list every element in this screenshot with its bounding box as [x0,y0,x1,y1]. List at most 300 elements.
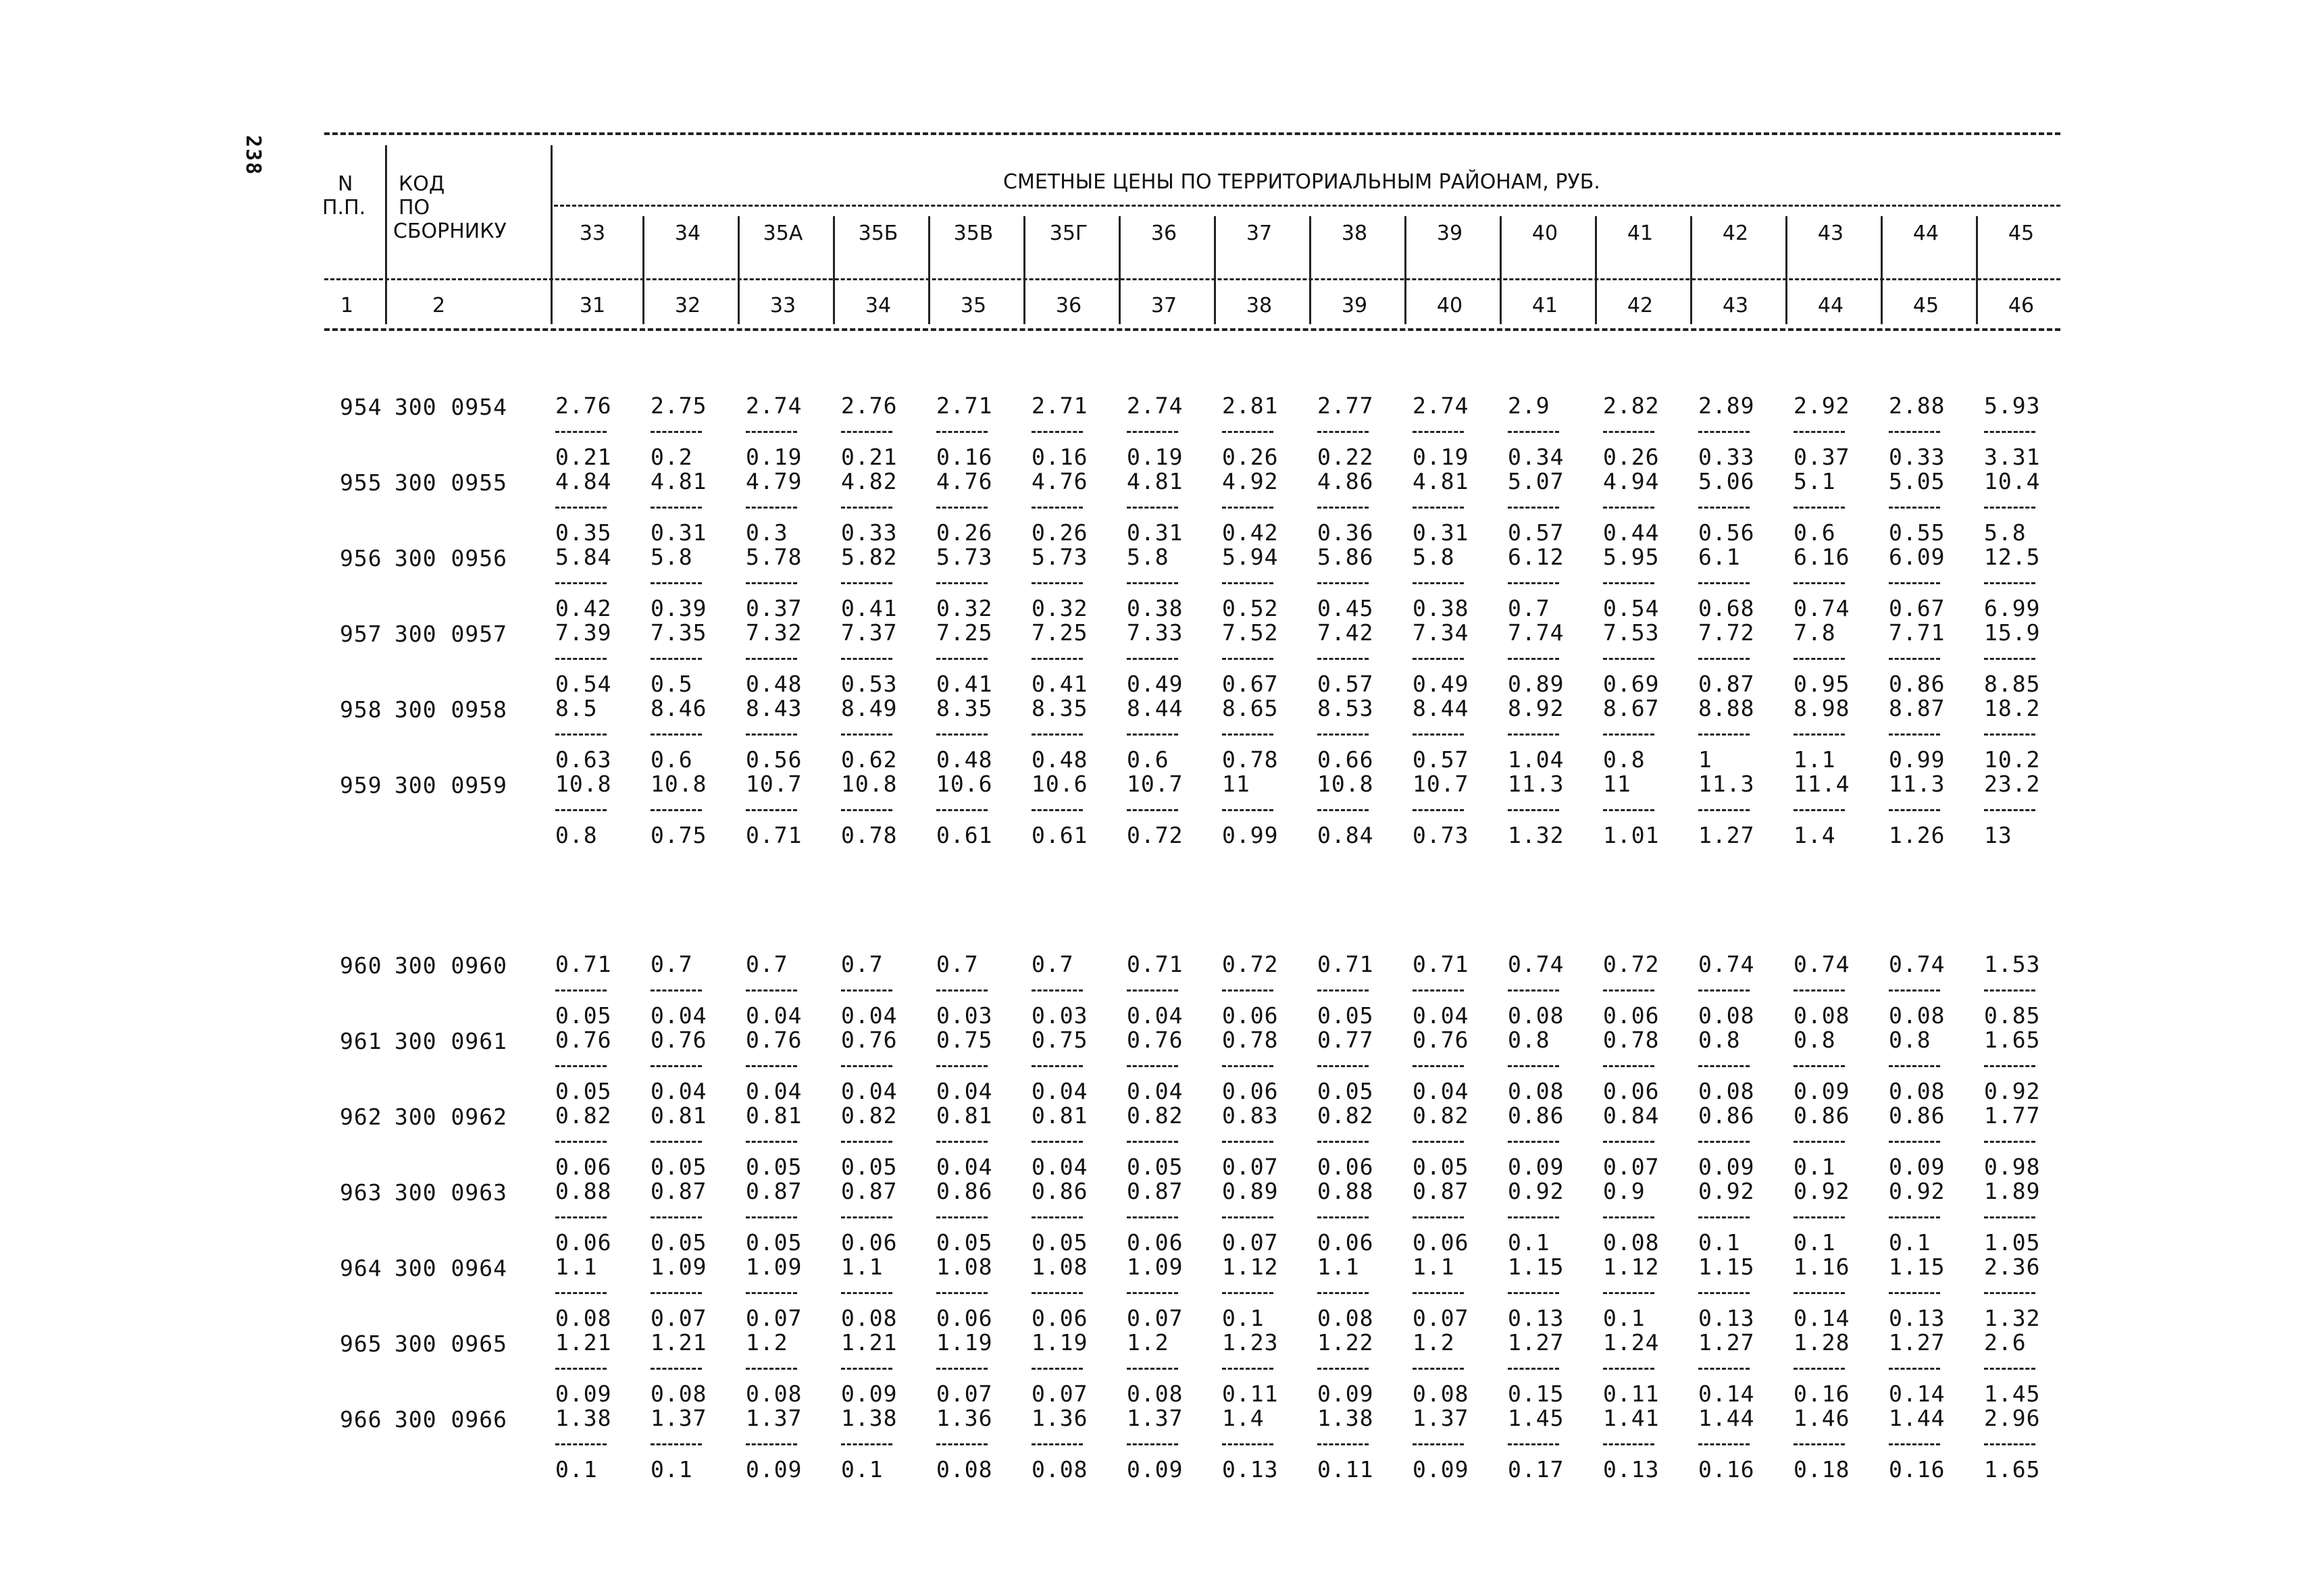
numerator-value: 11.3 [1508,771,1565,797]
denominator-value: 0.1 [841,1456,884,1483]
denominator-value: 0.62 [841,746,898,773]
numerator-value: 0.81 [746,1102,803,1129]
numerator-value: 6.16 [1794,544,1850,570]
district-header-0: 33 [579,222,606,245]
fraction-line [936,431,988,433]
fraction-line [1317,1216,1369,1218]
numerator-value: 5.8 [1127,544,1169,570]
fraction-line [1508,809,1559,811]
district-header-14: 44 [1912,222,1939,245]
fraction-line [1508,1141,1559,1143]
denominator-value: 0.57 [1508,519,1565,546]
row-code: 300 0957 [395,621,507,647]
fraction-line [1698,431,1750,433]
district-header-3: 35Б [858,222,898,245]
fraction-line [841,1141,892,1143]
numerator-value: 4.92 [1222,468,1279,494]
fraction-line [1508,1065,1559,1067]
fraction-line [936,582,988,584]
denominator-value: 0.38 [1127,595,1184,621]
numerator-value: 0.8 [1794,1027,1836,1053]
numerator-value: 0.7 [841,951,884,977]
row-number: 962 [340,1104,382,1130]
numerator-value: 4.81 [1413,468,1469,494]
header-title-rule [554,205,2060,207]
fraction-line [1413,1292,1464,1294]
fraction-line [1413,1141,1464,1143]
denominator-value: 0.31 [1413,519,1469,546]
numerator-value: 5.82 [841,544,898,570]
row-code: 300 0964 [395,1255,507,1281]
fraction-line [1317,989,1369,992]
denominator-value: 0.06 [1603,1002,1660,1029]
numerator-value: 10.6 [1032,771,1088,797]
header-kod: КОД [399,172,445,196]
fraction-line [746,809,797,811]
fraction-line [1603,507,1654,509]
fraction-line [1222,1292,1273,1294]
numerator-value: 0.7 [936,951,979,977]
denominator-value: 0.21 [841,444,898,470]
numerator-value: 0.76 [651,1027,707,1053]
fraction-line [1984,809,2035,811]
denominator-value: 0.07 [1603,1154,1660,1180]
denominator-value: 0.37 [1794,444,1850,470]
denominator-value: 0.11 [1603,1381,1660,1407]
numerator-value: 8.65 [1222,695,1279,721]
denominator-value: 0.08 [1889,1002,1946,1029]
denominator-value: 0.08 [1508,1002,1565,1029]
denominator-value: 0.14 [1698,1381,1755,1407]
denominator-value: 0.06 [1127,1229,1184,1256]
denominator-value: 0.32 [936,595,993,621]
fraction-line [841,809,892,811]
numerator-value: 8.87 [1889,695,1946,721]
fraction-line [1032,431,1083,433]
page-number: 238 [241,135,265,176]
row-code: 300 0960 [395,952,507,979]
denominator-value: 0.56 [746,746,803,773]
fraction-line [555,809,607,811]
fraction-line [1889,1292,1940,1294]
numerator-value: 2.71 [1032,392,1088,419]
fraction-line [1603,809,1654,811]
district-header-13: 43 [1817,222,1844,245]
fraction-line [1794,431,1845,433]
fraction-line [1984,1443,2035,1445]
denominator-value: 0.78 [841,822,898,848]
numerator-value: 2.76 [555,392,612,419]
fraction-line [841,431,892,433]
numerator-value: 10.7 [1413,771,1469,797]
denominator-value: 0.54 [1603,595,1660,621]
fraction-line [1222,989,1273,992]
fraction-line [1413,582,1464,584]
denominator-value: 0.48 [936,746,993,773]
numerator-value: 1.24 [1603,1329,1660,1356]
district-sep-12 [1690,216,1692,324]
fraction-line [746,733,797,736]
row-code: 300 0954 [395,394,507,420]
denominator-value: 0.57 [1317,671,1374,697]
denominator-value: 0.14 [1794,1305,1850,1331]
numerator-value: 0.81 [1032,1102,1088,1129]
fraction-line [1127,733,1178,736]
numerator-value: 0.86 [1794,1102,1850,1129]
fraction-line [1889,989,1940,992]
denominator-value: 0.13 [1222,1456,1279,1483]
denominator-value: 0.22 [1317,444,1374,470]
fraction-line [1032,1368,1083,1370]
numerator-value: 5.07 [1508,468,1565,494]
denominator-value: 0.07 [936,1381,993,1407]
fraction-line [1698,1292,1750,1294]
denominator-value: 0.05 [1317,1078,1374,1104]
denominator-value: 0.33 [841,519,898,546]
numerator-value: 1.19 [1032,1329,1088,1356]
denominator-value: 0.05 [746,1229,803,1256]
denominator-value: 0.98 [1984,1154,2041,1180]
district-sep-2 [738,216,740,324]
numerator-value: 1.36 [936,1405,993,1431]
numerator-value: 0.86 [1889,1102,1946,1129]
denominator-value: 0.04 [1127,1078,1184,1104]
column-number-2: 33 [769,294,796,317]
numerator-value: 0.86 [1698,1102,1755,1129]
numerator-value: 0.84 [1603,1102,1660,1129]
denominator-value: 0.08 [746,1381,803,1407]
fraction-line [1889,1065,1940,1067]
fraction-line [1794,1065,1845,1067]
denominator-value: 0.07 [1032,1381,1088,1407]
fraction-line [1508,658,1559,660]
fraction-line [1413,1216,1464,1218]
fraction-line [1413,1443,1464,1445]
numerator-value: 2.9 [1508,392,1550,419]
denominator-value: 0.85 [1984,1002,2041,1029]
numerator-value: 1.44 [1889,1405,1946,1431]
numerator-value: 0.75 [936,1027,993,1053]
denominator-value: 0.49 [1127,671,1184,697]
fraction-line [651,989,702,992]
numerator-value: 1.09 [651,1254,707,1280]
denominator-value: 0.05 [1032,1229,1088,1256]
numerator-value: 2.74 [1413,392,1469,419]
column-number-1: 32 [674,294,701,317]
column-number-8: 39 [1341,294,1368,317]
row-number: 965 [340,1331,382,1357]
fraction-line [1794,733,1845,736]
numerator-value: 1.08 [936,1254,993,1280]
numerator-value: 4.81 [651,468,707,494]
fraction-line [1032,1292,1083,1294]
numerator-value: 10.7 [1127,771,1184,797]
numerator-value: 0.74 [1794,951,1850,977]
numerator-value: 1.16 [1794,1254,1850,1280]
numerator-value: 7.25 [1032,619,1088,646]
fraction-line [1032,1216,1083,1218]
fraction-line [1508,1216,1559,1218]
numerator-value: 1.37 [746,1405,803,1431]
denominator-value: 1.04 [1508,746,1565,773]
denominator-value: 0.6 [651,746,693,773]
fraction-line [746,1065,797,1067]
fraction-line [651,1065,702,1067]
fraction-line [555,1216,607,1218]
numerator-value: 0.76 [746,1027,803,1053]
denominator-value: 0.2 [651,444,693,470]
numerator-value: 2.92 [1794,392,1850,419]
fraction-line [746,431,797,433]
numerator-value: 0.74 [1889,951,1946,977]
numerator-value: 0.87 [841,1178,898,1204]
denominator-value: 0.1 [651,1456,693,1483]
fraction-line [1794,1216,1845,1218]
row-code: 300 0959 [395,772,507,798]
fraction-line [651,1292,702,1294]
fraction-line [841,733,892,736]
column-number-6: 37 [1150,294,1177,317]
numerator-value: 0.88 [1317,1178,1374,1204]
numerator-value: 0.82 [555,1102,612,1129]
denominator-value: 1.32 [1508,822,1565,848]
denominator-value: 0.09 [1127,1456,1184,1483]
fraction-line [1984,1368,2035,1370]
numerator-value: 2.81 [1222,392,1279,419]
denominator-value: 0.16 [1794,1381,1850,1407]
district-sep-14 [1881,216,1883,324]
numerator-value: 1.15 [1508,1254,1565,1280]
denominator-value: 1.4 [1794,822,1836,848]
denominator-value: 0.92 [1984,1078,2041,1104]
fraction-line [1698,989,1750,992]
denominator-value: 0.1 [1603,1305,1646,1331]
fraction-line [1889,658,1940,660]
numerator-value: 0.87 [1413,1178,1469,1204]
denominator-value: 0.72 [1127,822,1184,848]
denominator-value: 0.08 [1698,1078,1755,1104]
column-number-0: 31 [579,294,606,317]
fraction-line [1127,809,1178,811]
denominator-value: 0.73 [1413,822,1469,848]
denominator-value: 0.13 [1603,1456,1660,1483]
fraction-line [1889,1141,1940,1143]
row-number: 963 [340,1179,382,1206]
row-number: 964 [340,1255,382,1281]
fraction-line [1984,582,2035,584]
numerator-value: 1.08 [1032,1254,1088,1280]
fraction-line [936,733,988,736]
numerator-value: 7.74 [1508,619,1565,646]
row-number: 956 [340,545,382,571]
denominator-value: 0.44 [1603,519,1660,546]
numerator-value: 0.74 [1698,951,1755,977]
numerator-value: 8.49 [841,695,898,721]
denominator-value: 0.04 [1413,1078,1469,1104]
denominator-value: 0.13 [1889,1305,1946,1331]
numerator-value: 11.3 [1698,771,1755,797]
fraction-line [1984,431,2035,433]
district-sep-5 [1023,216,1025,324]
fraction-line [1508,1368,1559,1370]
denominator-value: 0.16 [1032,444,1088,470]
denominator-value: 0.95 [1794,671,1850,697]
fraction-line [1222,1065,1273,1067]
column-number-10: 41 [1531,294,1558,317]
numerator-value: 10.8 [841,771,898,797]
fraction-line [1508,1292,1559,1294]
numerator-value: 1.37 [1127,1405,1184,1431]
denominator-value: 0.13 [1698,1305,1755,1331]
fraction-line [1222,582,1273,584]
fraction-line [555,658,607,660]
row-number: 959 [340,772,382,798]
denominator-value: 0.6 [1794,519,1836,546]
numerator-value: 0.78 [1603,1027,1660,1053]
denominator-value: 6.99 [1984,595,2041,621]
fraction-line [1317,1065,1369,1067]
fraction-line [936,1368,988,1370]
fraction-line [936,1292,988,1294]
fraction-line [936,809,988,811]
numerator-value: 2.74 [1127,392,1184,419]
fraction-line [651,1368,702,1370]
denominator-value: 1.45 [1984,1381,2041,1407]
fraction-line [651,1443,702,1445]
fraction-line [1317,1141,1369,1143]
denominator-value: 0.06 [555,1154,612,1180]
fraction-line [555,507,607,509]
fraction-line [746,1292,797,1294]
denominator-value: 0.74 [1794,595,1850,621]
numerator-value: 0.7 [651,951,693,977]
numerator-value: 7.25 [936,619,993,646]
fraction-line [1032,989,1083,992]
denominator-value: 0.08 [555,1305,612,1331]
header-pp: П.П. [322,196,366,220]
fraction-line [1127,582,1178,584]
denominator-value: 0.39 [651,595,707,621]
denominator-value: 0.08 [1889,1078,1946,1104]
fraction-line [555,989,607,992]
numerator-value: 0.82 [1127,1102,1184,1129]
numerator-value: 0.72 [1603,951,1660,977]
numerator-value: 7.72 [1698,619,1755,646]
denominator-value: 0.18 [1794,1456,1850,1483]
denominator-value: 0.08 [1127,1381,1184,1407]
fraction-line [1317,733,1369,736]
numerator-value: 2.75 [651,392,707,419]
denominator-value: 0.08 [936,1456,993,1483]
numerator-value: 0.9 [1603,1178,1646,1204]
numerator-value: 0.74 [1508,951,1565,977]
denominator-value: 0.8 [555,822,598,848]
fraction-line [1508,582,1559,584]
fraction-line [1317,658,1369,660]
denominator-value: 0.3 [746,519,788,546]
denominator-value: 0.41 [936,671,993,697]
denominator-value: 0.08 [1794,1002,1850,1029]
numerator-value: 4.94 [1603,468,1660,494]
numerator-value: 8.44 [1413,695,1469,721]
fraction-line [1317,507,1369,509]
fraction-line [651,507,702,509]
denominator-value: 0.38 [1413,595,1469,621]
numerator-value: 6.12 [1508,544,1565,570]
numerator-value: 1.41 [1603,1405,1660,1431]
numerator-value: 0.7 [1032,951,1074,977]
denominator-value: 0.11 [1222,1381,1279,1407]
numerator-value: 5.8 [1413,544,1455,570]
denominator-value: 0.07 [651,1305,707,1331]
fraction-line [1889,1216,1940,1218]
denominator-value: 0.1 [1889,1229,1931,1256]
denominator-value: 0.1 [1222,1305,1265,1331]
fraction-line [555,733,607,736]
numerator-value: 0.8 [1508,1027,1550,1053]
row-code: 300 0956 [395,545,507,571]
denominator-value: 0.06 [1413,1229,1469,1256]
numerator-value: 1.09 [1127,1254,1184,1280]
numerator-value: 1.2 [1413,1329,1455,1356]
numerator-value: 7.53 [1603,619,1660,646]
denominator-value: 5.8 [1984,519,2027,546]
district-header-12: 42 [1722,222,1749,245]
fraction-line [1603,733,1654,736]
district-header-4: 35В [953,222,994,245]
denominator-value: 0.53 [841,671,898,697]
fraction-line [1603,1141,1654,1143]
numerator-value: 1.12 [1603,1254,1660,1280]
fraction-line [1127,1065,1178,1067]
fraction-line [555,1292,607,1294]
numerator-value: 11.3 [1889,771,1946,797]
district-sep-4 [928,216,930,324]
numerator-value: 0.86 [1508,1102,1565,1129]
numerator-value: 10.8 [651,771,707,797]
district-sep-6 [1119,216,1121,324]
fraction-line [746,507,797,509]
fraction-line [841,1443,892,1445]
fraction-line [1413,658,1464,660]
fraction-line [1317,1368,1369,1370]
denominator-value: 1.01 [1603,822,1660,848]
denominator-value: 0.35 [555,519,612,546]
numerator-value: 5.93 [1984,392,2041,419]
denominator-value: 0.04 [936,1154,993,1180]
numerator-value: 18.2 [1984,695,2041,721]
fraction-line [841,989,892,992]
fraction-line [1698,733,1750,736]
numerator-value: 8.35 [1032,695,1088,721]
header-sborniku: СБОРНИКУ [393,220,507,243]
numerator-value: 0.82 [1317,1102,1374,1129]
denominator-value: 0.61 [1032,822,1088,848]
column-number-11: 42 [1627,294,1654,317]
denominator-value: 0.63 [555,746,612,773]
denominator-value: 0.54 [555,671,612,697]
denominator-value: 0.07 [1127,1305,1184,1331]
denominator-value: 0.86 [1889,671,1946,697]
fraction-line [1889,582,1940,584]
numerator-value: 23.2 [1984,771,2041,797]
fraction-line [1984,1141,2035,1143]
numerator-value: 1.27 [1508,1329,1565,1356]
denominator-value: 1.26 [1889,822,1946,848]
numerator-value: 5.84 [555,544,612,570]
numerator-value: 8.53 [1317,695,1374,721]
numerator-value: 11 [1222,771,1250,797]
